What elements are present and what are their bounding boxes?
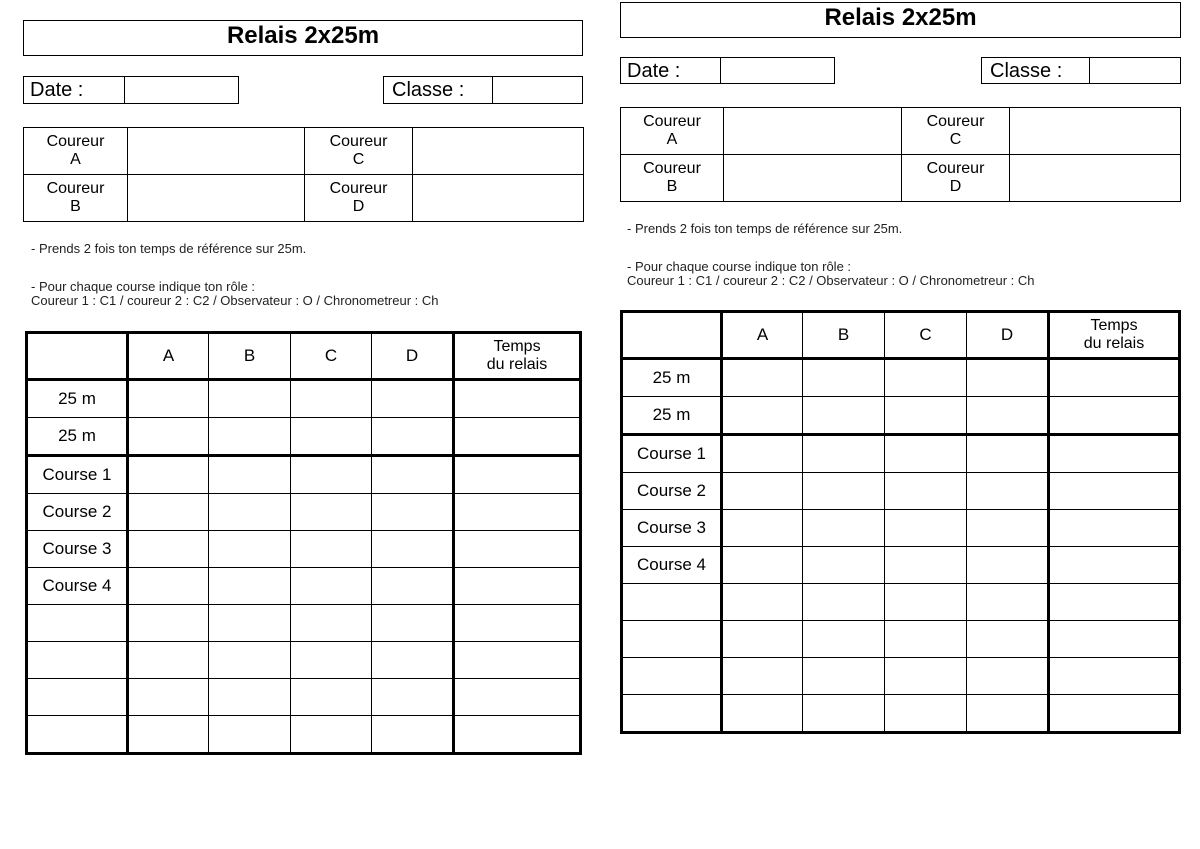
- cell[interactable]: [1049, 658, 1180, 695]
- table-row: [27, 494, 581, 531]
- cell[interactable]: [885, 621, 967, 658]
- table-row: [27, 642, 581, 679]
- cell[interactable]: [128, 716, 209, 754]
- header-temps-relais: Temps du relais: [1049, 312, 1180, 359]
- row-label: [27, 605, 128, 642]
- cell[interactable]: [722, 359, 803, 397]
- cell[interactable]: [209, 456, 291, 494]
- cell[interactable]: [291, 568, 372, 605]
- cell[interactable]: [722, 435, 803, 473]
- cell[interactable]: [291, 494, 372, 531]
- row-label: [27, 679, 128, 716]
- classe-field[interactable]: [981, 57, 1181, 84]
- cell[interactable]: [1049, 547, 1180, 584]
- sheet-title: Relais 2x25m: [620, 2, 1181, 38]
- relay-sheet-right: [600, 0, 1200, 849]
- cell[interactable]: [128, 531, 209, 568]
- cell[interactable]: [372, 494, 454, 531]
- coureur-c-field[interactable]: [1010, 108, 1181, 155]
- cell[interactable]: [803, 695, 885, 733]
- cell[interactable]: [722, 397, 803, 435]
- cell[interactable]: [722, 695, 803, 733]
- row-label: Course 1: [27, 456, 128, 494]
- cell[interactable]: [967, 658, 1049, 695]
- cell[interactable]: [967, 435, 1049, 473]
- cell[interactable]: [967, 621, 1049, 658]
- cell[interactable]: [291, 642, 372, 679]
- coureur-d-field[interactable]: [1010, 155, 1181, 202]
- cell[interactable]: [291, 605, 372, 642]
- instruction-role-codes: Coureur 1 : C1 / coureur 2 : C2 / Observateur : O / Chronometreur : Ch: [627, 273, 1035, 288]
- row-label: 25 m: [27, 380, 128, 418]
- coureur-c-field[interactable]: [413, 128, 584, 175]
- header-b: B: [209, 333, 291, 380]
- row-label: [622, 695, 722, 733]
- cell[interactable]: [372, 418, 454, 456]
- table-row: [622, 510, 1180, 547]
- cell[interactable]: [967, 473, 1049, 510]
- coureur-d-label: Coureur D: [902, 155, 1010, 202]
- cell[interactable]: [454, 716, 581, 754]
- coureurs-table: [23, 127, 584, 222]
- cell[interactable]: [803, 584, 885, 621]
- table-row: [622, 658, 1180, 695]
- cell[interactable]: [803, 473, 885, 510]
- sheet-title: Relais 2x25m: [23, 20, 583, 56]
- table-row: [622, 621, 1180, 658]
- results-table: [620, 310, 1181, 734]
- table-row: [622, 359, 1180, 397]
- cell[interactable]: [803, 658, 885, 695]
- table-row: [27, 605, 581, 642]
- cell[interactable]: [722, 584, 803, 621]
- cell[interactable]: [128, 418, 209, 456]
- table-row: [622, 695, 1180, 733]
- coureur-a-label: Coureur A: [621, 108, 724, 155]
- table-row: [622, 397, 1180, 435]
- instruction-role: - Pour chaque course indique ton rôle :: [627, 259, 852, 274]
- coureur-d-field[interactable]: [413, 175, 584, 222]
- date-field[interactable]: [23, 76, 239, 104]
- cell[interactable]: [803, 435, 885, 473]
- cell[interactable]: [1049, 510, 1180, 547]
- header-b: B: [803, 312, 885, 359]
- cell[interactable]: [1049, 397, 1180, 435]
- cell[interactable]: [1049, 359, 1180, 397]
- coureur-b-field[interactable]: [724, 155, 902, 202]
- row-label: Course 3: [27, 531, 128, 568]
- cell[interactable]: [209, 494, 291, 531]
- results-table: [25, 331, 582, 755]
- cell[interactable]: [722, 547, 803, 584]
- cell[interactable]: [209, 679, 291, 716]
- cell[interactable]: [722, 510, 803, 547]
- row-label: [622, 584, 722, 621]
- cell[interactable]: [803, 359, 885, 397]
- cell[interactable]: [454, 679, 581, 716]
- cell[interactable]: [454, 642, 581, 679]
- cell[interactable]: [967, 547, 1049, 584]
- cell[interactable]: [372, 716, 454, 754]
- cell[interactable]: [454, 456, 581, 494]
- header-a: A: [128, 333, 209, 380]
- row-label: Course 2: [27, 494, 128, 531]
- header-empty: [622, 312, 722, 359]
- instruction-reference-time: - Prends 2 fois ton temps de référence sur 25m.: [31, 241, 307, 256]
- coureur-a-field[interactable]: [724, 108, 902, 155]
- row-label: 25 m: [27, 418, 128, 456]
- cell[interactable]: [291, 716, 372, 754]
- date-field[interactable]: [620, 57, 835, 84]
- cell[interactable]: [291, 380, 372, 418]
- cell[interactable]: [885, 695, 967, 733]
- table-row: [27, 531, 581, 568]
- cell[interactable]: [454, 568, 581, 605]
- cell[interactable]: [967, 584, 1049, 621]
- header-d: D: [967, 312, 1049, 359]
- cell[interactable]: [291, 418, 372, 456]
- cell[interactable]: [372, 380, 454, 418]
- row-label: Course 2: [622, 473, 722, 510]
- coureurs-table: [620, 107, 1181, 202]
- cell[interactable]: [209, 716, 291, 754]
- cell[interactable]: [1049, 621, 1180, 658]
- row-label: [622, 658, 722, 695]
- cell[interactable]: [803, 397, 885, 435]
- cell[interactable]: [291, 531, 372, 568]
- table-row: [622, 584, 1180, 621]
- cell[interactable]: [209, 531, 291, 568]
- cell[interactable]: [885, 435, 967, 473]
- cell[interactable]: [209, 380, 291, 418]
- row-label: 25 m: [622, 397, 722, 435]
- cell[interactable]: [128, 679, 209, 716]
- cell[interactable]: [885, 584, 967, 621]
- cell[interactable]: [967, 359, 1049, 397]
- cell[interactable]: [128, 380, 209, 418]
- cell[interactable]: [372, 605, 454, 642]
- instruction-role-codes: Coureur 1 : C1 / coureur 2 : C2 / Observateur : O / Chronometreur : Ch: [31, 293, 439, 308]
- cell[interactable]: [885, 510, 967, 547]
- row-label: 25 m: [622, 359, 722, 397]
- row-label: [27, 716, 128, 754]
- classe-field[interactable]: [383, 76, 583, 104]
- row-label: Course 4: [622, 547, 722, 584]
- cell[interactable]: [885, 397, 967, 435]
- cell[interactable]: [885, 359, 967, 397]
- cell[interactable]: [291, 679, 372, 716]
- cell[interactable]: [722, 621, 803, 658]
- cell[interactable]: [967, 510, 1049, 547]
- cell[interactable]: [128, 494, 209, 531]
- header-c: C: [291, 333, 372, 380]
- coureur-c-label: Coureur C: [902, 108, 1010, 155]
- cell[interactable]: [722, 473, 803, 510]
- cell[interactable]: [372, 642, 454, 679]
- instruction-role: - Pour chaque course indique ton rôle :: [31, 279, 256, 294]
- cell[interactable]: [803, 547, 885, 584]
- cell[interactable]: [372, 568, 454, 605]
- cell[interactable]: [885, 547, 967, 584]
- row-label: [27, 642, 128, 679]
- cell[interactable]: [209, 605, 291, 642]
- cell[interactable]: [372, 456, 454, 494]
- cell[interactable]: [1049, 584, 1180, 621]
- cell[interactable]: [803, 510, 885, 547]
- cell[interactable]: [454, 531, 581, 568]
- cell[interactable]: [209, 418, 291, 456]
- table-row: [27, 456, 581, 494]
- cell[interactable]: [454, 494, 581, 531]
- cell[interactable]: [1049, 695, 1180, 733]
- row-label: Course 1: [622, 435, 722, 473]
- table-row: [622, 547, 1180, 584]
- cell[interactable]: [885, 658, 967, 695]
- cell[interactable]: [454, 380, 581, 418]
- header-empty: [27, 333, 128, 380]
- instruction-reference-time: - Prends 2 fois ton temps de référence sur 25m.: [627, 221, 903, 236]
- table-row: [27, 418, 581, 456]
- table-row: [622, 473, 1180, 510]
- cell[interactable]: [372, 531, 454, 568]
- table-row: [27, 716, 581, 754]
- coureur-c-label: Coureur C: [305, 128, 413, 175]
- cell[interactable]: [1049, 473, 1180, 510]
- row-label: Course 4: [27, 568, 128, 605]
- classe-label: Classe :: [392, 79, 465, 101]
- cell[interactable]: [128, 568, 209, 605]
- date-label: Date :: [627, 60, 681, 82]
- row-label: [622, 621, 722, 658]
- cell[interactable]: [454, 418, 581, 456]
- table-row: [27, 380, 581, 418]
- table-row: [27, 568, 581, 605]
- cell[interactable]: [1049, 435, 1180, 473]
- cell[interactable]: [128, 605, 209, 642]
- cell[interactable]: [967, 695, 1049, 733]
- cell[interactable]: [209, 568, 291, 605]
- coureur-d-label: Coureur D: [305, 175, 413, 222]
- header-temps-relais: Temps du relais: [454, 333, 581, 380]
- cell[interactable]: [885, 473, 967, 510]
- cell[interactable]: [209, 642, 291, 679]
- coureur-b-label: Coureur B: [621, 155, 724, 202]
- table-row: [622, 435, 1180, 473]
- cell[interactable]: [967, 397, 1049, 435]
- header-a: A: [722, 312, 803, 359]
- cell[interactable]: [803, 621, 885, 658]
- coureur-b-label: Coureur B: [24, 175, 128, 222]
- cell[interactable]: [128, 456, 209, 494]
- cell[interactable]: [128, 642, 209, 679]
- cell[interactable]: [722, 658, 803, 695]
- coureur-a-field[interactable]: [128, 128, 305, 175]
- header-c: C: [885, 312, 967, 359]
- classe-label: Classe :: [990, 60, 1063, 82]
- row-label: Course 3: [622, 510, 722, 547]
- coureur-a-label: Coureur A: [24, 128, 128, 175]
- table-row: [27, 679, 581, 716]
- cell[interactable]: [454, 605, 581, 642]
- cell[interactable]: [291, 456, 372, 494]
- date-label: Date :: [30, 79, 84, 101]
- cell[interactable]: [372, 679, 454, 716]
- coureur-b-field[interactable]: [128, 175, 305, 222]
- header-d: D: [372, 333, 454, 380]
